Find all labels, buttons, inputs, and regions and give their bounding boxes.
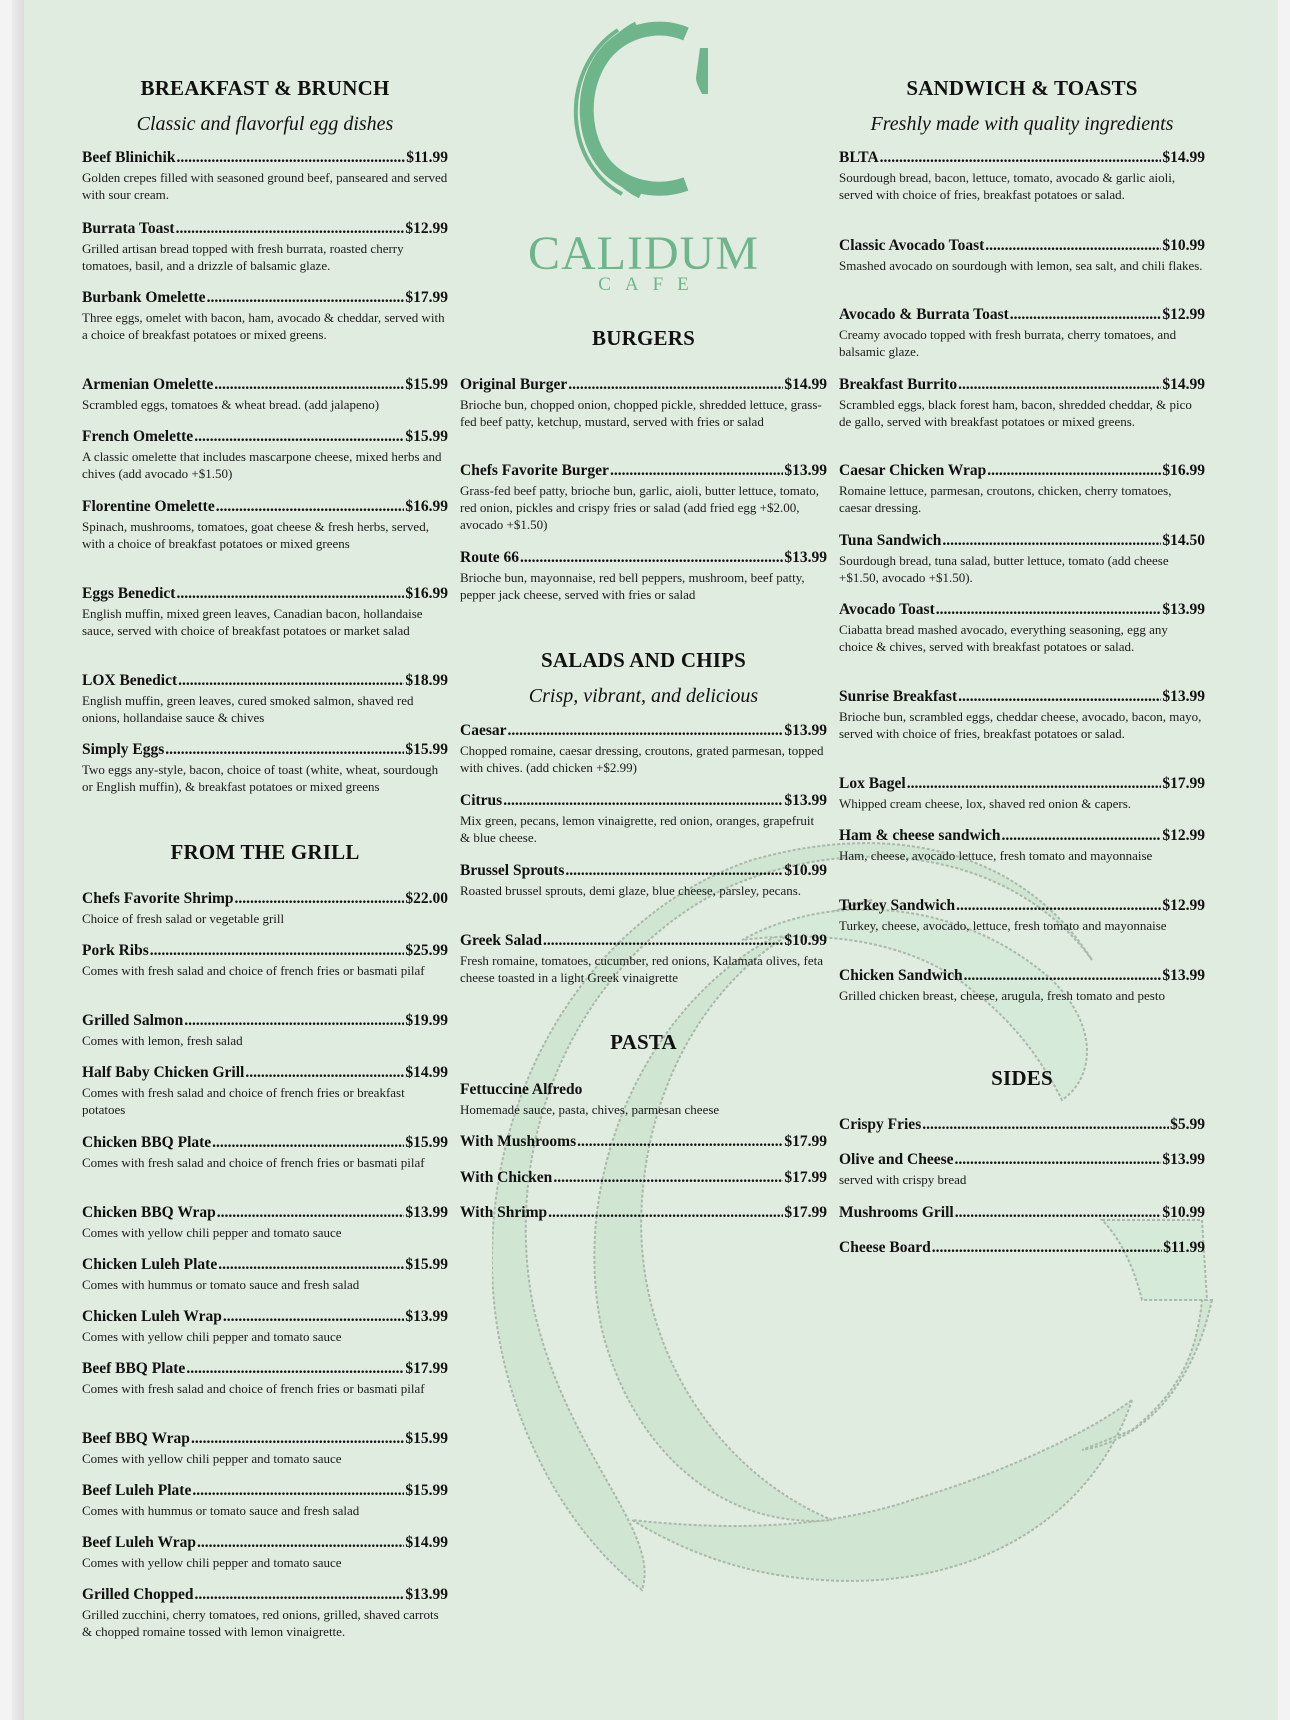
dot-leader — [223, 1308, 405, 1326]
calidum-logo — [460, 18, 827, 295]
logo-subtitle: CAFE — [598, 274, 703, 295]
item-name: Florentine Omelette — [82, 498, 215, 515]
menu-item — [82, 1482, 448, 1519]
menu-item — [460, 462, 827, 533]
item-price: $15.99 — [405, 428, 448, 445]
item-name: Original Burger — [460, 376, 568, 393]
item-description: Homemade sauce, pasta, chives, parmesan cheese — [460, 1102, 720, 1117]
item-price: $16.99 — [405, 585, 448, 602]
menu-item — [82, 585, 448, 639]
pasta-title: PASTA — [610, 1030, 677, 1054]
item-name: French Omelette — [82, 428, 194, 445]
dot-leader — [235, 890, 405, 908]
breakfast-title: BREAKFAST & BRUNCH — [140, 76, 390, 100]
dot-leader — [186, 1360, 404, 1378]
item-description: Brioche bun, chopped onion, chopped pickle, shredded lettuce, grass-fed beef patty, ketchup, mustard, served with fries or salad — [460, 397, 822, 429]
menu-item — [82, 890, 448, 927]
dot-leader — [150, 942, 405, 960]
dot-leader — [985, 237, 1161, 255]
item-name: Eggs Benedict — [82, 585, 176, 602]
item-price: $16.99 — [1162, 462, 1205, 479]
item-price: $12.99 — [1162, 306, 1205, 323]
dot-leader — [568, 376, 783, 394]
item-name: Brussel Sprouts — [460, 862, 565, 879]
item-price: $15.99 — [405, 1430, 448, 1447]
dot-leader — [932, 1239, 1163, 1257]
item-price: $14.99 — [405, 1064, 448, 1081]
item-description: served with crispy bread — [839, 1172, 967, 1187]
item-description: Three eggs, omelet with bacon, ham, avocado & cheddar, served with a choice of breakfast potatoes or mixed greens. — [82, 310, 445, 342]
item-price: $13.99 — [784, 722, 827, 739]
item-description: Comes with fresh salad and choice of french fries or basmati pilaf — [82, 1155, 425, 1170]
menu-item — [839, 967, 1205, 1004]
dot-leader — [553, 1169, 783, 1187]
menu-item — [839, 1204, 1205, 1222]
item-name: With Chicken — [460, 1169, 553, 1186]
dot-leader — [565, 862, 783, 880]
dot-leader — [955, 1204, 1162, 1222]
item-price: $12.99 — [1162, 897, 1205, 914]
menu-item — [839, 1239, 1205, 1257]
logo-c-icon — [566, 18, 726, 198]
item-description: Golden crepes filled with seasoned ground beef, panseared and served with sour cream. — [82, 170, 448, 202]
dot-leader — [245, 1064, 404, 1082]
item-description: Ciabatta bread mashed avocado, everything seasoning, egg any choice & chives, served with breakfast potatoes or salad. — [839, 622, 1168, 654]
item-description: Grass-fed beef patty, brioche bun, garlic, aioli, butter lettuce, tomato, red onion, pickles and crispy fries or salad (add fried egg +$2.00, avocado +$1.50) — [460, 483, 820, 532]
item-description: Comes with lemon, fresh salad — [82, 1033, 243, 1048]
menu-item — [839, 149, 1205, 203]
item-price: $5.99 — [1170, 1116, 1205, 1133]
item-description: A classic omelette that includes mascarpone cheese, mixed herbs and chives (add avocado +$1.50) — [82, 449, 442, 481]
dot-leader — [964, 967, 1162, 985]
logo-name: CALIDUM — [528, 227, 759, 280]
item-price: $13.99 — [784, 549, 827, 566]
item-description: Fresh romaine, tomatoes, cucumber, red onions, Kalamata olives, feta cheese toasted in a light Greek vinaigrette — [460, 953, 824, 985]
page-edge-left — [12, 0, 24, 1720]
menu-item — [82, 289, 448, 343]
item-name: Chicken Sandwich — [839, 967, 963, 984]
dot-leader — [907, 775, 1162, 793]
item-name: Beef Blinichik — [82, 149, 176, 166]
item-name: Caesar Chicken Wrap — [839, 462, 987, 479]
menu-item — [82, 1430, 448, 1467]
item-description: Smashed avocado on sourdough with lemon, sea salt, and chili flakes. — [839, 258, 1203, 273]
dot-leader — [922, 1116, 1169, 1134]
dot-leader — [176, 585, 404, 603]
item-name: Mushrooms Grill — [839, 1204, 954, 1221]
item-name: Half Baby Chicken Grill — [82, 1064, 245, 1081]
dot-leader — [207, 289, 405, 307]
item-description: Grilled artisan bread topped with fresh burrata, roasted cherry tomatoes, basil, and a drizzle of balsamic glaze. — [82, 241, 404, 273]
item-price: $17.99 — [405, 1360, 448, 1377]
menu-item — [82, 672, 448, 726]
item-description: Chopped romaine, caesar dressing, croutons, grated parmesan, topped with chives. (add chicken +$2.99) — [460, 743, 824, 775]
item-price: $16.99 — [405, 498, 448, 515]
menu-item — [839, 1116, 1205, 1134]
menu-item — [82, 1534, 448, 1571]
item-price: $17.99 — [784, 1133, 827, 1150]
burgers-title: BURGERS — [592, 326, 695, 350]
item-price: $14.50 — [1162, 532, 1205, 549]
item-name: Grilled Chopped — [82, 1586, 194, 1603]
dot-leader — [165, 741, 404, 759]
item-name: Cheese Board — [839, 1239, 931, 1256]
menu-item — [82, 376, 448, 413]
item-name: Burrata Toast — [82, 220, 175, 237]
item-name: Burbank Omelette — [82, 289, 206, 306]
item-name: Simply Eggs — [82, 741, 165, 758]
item-name: Sunrise Breakfast — [839, 688, 958, 705]
menu-page — [12, 0, 1278, 1720]
item-price: $12.99 — [1162, 827, 1205, 844]
dot-leader — [503, 792, 783, 810]
item-name: Chicken BBQ Wrap — [82, 1204, 216, 1221]
item-price: $18.99 — [405, 672, 448, 689]
menu-item — [82, 1064, 448, 1118]
item-description: Spinach, mushrooms, tomatoes, goat cheese & fresh herbs, served, with a choice of breakfast potatoes or mixed greens — [82, 519, 429, 551]
item-price: $13.99 — [784, 462, 827, 479]
item-description: Romaine lettuce, parmesan, croutons, chicken, cherry tomatoes, caesar dressing. — [839, 483, 1172, 515]
item-description: Scrambled eggs, tomatoes & wheat bread. (add jalapeno) — [82, 397, 380, 412]
item-name: Citrus — [460, 792, 503, 809]
sandwich-subtitle: Freshly made with quality ingredients — [870, 113, 1174, 135]
item-name: Chicken BBQ Plate — [82, 1134, 212, 1151]
menu-item — [82, 1308, 448, 1345]
dot-leader — [610, 462, 783, 480]
dot-leader — [212, 1134, 404, 1152]
item-name: With Shrimp — [460, 1204, 548, 1221]
item-description: Sourdough bread, tuna salad, butter lettuce, tomato (add cheese +$1.50, avocado +$1.50). — [839, 553, 1169, 585]
salads-subtitle: Crisp, vibrant, and delicious — [528, 685, 759, 707]
sandwich-title: SANDWICH & TOASTS — [906, 76, 1138, 100]
item-description: Ham, cheese, avocado lettuce, fresh tomato and mayonnaise — [839, 848, 1153, 863]
item-name: Ham & cheese sandwich — [839, 827, 1001, 844]
dot-leader — [987, 462, 1161, 480]
menu-item — [460, 1133, 827, 1151]
item-price: $15.99 — [405, 1134, 448, 1151]
item-description: Comes with fresh salad and choice of french fries or breakfast potatoes — [82, 1085, 405, 1117]
menu-item — [82, 1360, 448, 1397]
salads-title: SALADS AND CHIPS — [540, 648, 747, 672]
item-name: Chicken Luleh Wrap — [82, 1308, 222, 1325]
item-name: Fettuccine Alfredo — [460, 1081, 583, 1098]
dot-leader — [176, 220, 405, 238]
item-price: $17.99 — [405, 289, 448, 306]
item-name: Chefs Favorite Burger — [460, 462, 609, 479]
dot-leader — [192, 1482, 404, 1500]
item-name: Tuna Sandwich — [839, 532, 942, 549]
item-name: Avocado Toast — [839, 601, 935, 618]
item-name: LOX Benedict — [82, 672, 178, 689]
item-price: $13.99 — [1162, 1151, 1205, 1168]
menu-item — [839, 532, 1205, 586]
item-description: Mix green, pecans, lemon vinaigrette, red onion, oranges, grapefruit & blue cheese. — [460, 813, 815, 845]
item-description: Brioche bun, scrambled eggs, cheddar cheese, avocado, bacon, mayo, served with choice of fries, breakfast potatoes or salad. — [839, 709, 1202, 741]
dot-leader — [176, 149, 405, 167]
dot-leader — [1001, 827, 1161, 845]
item-name: Grilled Salmon — [82, 1012, 184, 1029]
menu-item — [82, 942, 448, 979]
item-name: Beef Luleh Wrap — [82, 1534, 196, 1551]
menu-item — [839, 376, 1205, 430]
item-description: Comes with yellow chili pepper and tomato sauce — [82, 1329, 342, 1344]
item-name: Olive and Cheese — [839, 1151, 954, 1168]
item-price: $17.99 — [784, 1204, 827, 1221]
item-name: Chefs Favorite Shrimp — [82, 890, 234, 907]
pasta-main-item — [460, 1081, 827, 1118]
item-price: $25.99 — [405, 942, 448, 959]
item-description: Comes with yellow chili pepper and tomato sauce — [82, 1225, 342, 1240]
breakfast-subtitle: Classic and flavorful egg dishes — [136, 113, 394, 135]
item-name: Lox Bagel — [839, 775, 906, 792]
item-name: Beef Luleh Plate — [82, 1482, 192, 1499]
dot-leader — [194, 428, 404, 446]
dot-leader — [958, 688, 1161, 706]
item-price: $15.99 — [405, 1256, 448, 1273]
item-price: $13.99 — [405, 1586, 448, 1603]
dot-leader — [184, 1012, 404, 1030]
item-description: Creamy avocado topped with fresh burrata, cherry tomatoes, and balsamic glaze. — [839, 327, 1177, 359]
item-description: English muffin, green leaves, cured smoked salmon, shaved red onions, hollandaise sauce & chives — [82, 693, 414, 725]
item-name: BLTA — [839, 149, 879, 166]
item-price: $13.99 — [405, 1308, 448, 1325]
item-price: $14.99 — [784, 376, 827, 393]
menu-item — [839, 775, 1205, 812]
item-price: $17.99 — [1162, 775, 1205, 792]
grill-title: FROM THE GRILL — [170, 840, 360, 864]
item-description: Scrambled eggs, black forest ham, bacon, shredded cheddar, & pico de gallo, served with breakfast potatoes or mixed greens. — [839, 397, 1192, 429]
dot-leader — [577, 1133, 783, 1151]
item-description: Comes with yellow chili pepper and tomato sauce — [82, 1555, 342, 1570]
item-price: $17.99 — [784, 1169, 827, 1186]
item-price: $10.99 — [784, 932, 827, 949]
menu-item — [839, 897, 1205, 934]
menu-item — [839, 306, 1205, 360]
item-price: $15.99 — [405, 741, 448, 758]
dot-leader — [191, 1430, 404, 1448]
item-description: Whipped cream cheese, lox, shaved red onion & capers. — [839, 796, 1132, 811]
dot-leader — [520, 549, 783, 567]
item-description: Comes with hummus or tomato sauce and fresh salad — [82, 1503, 360, 1518]
item-price: $10.99 — [1162, 237, 1205, 254]
item-price: $11.99 — [406, 149, 448, 166]
item-price: $13.99 — [1162, 601, 1205, 618]
dot-leader — [214, 376, 404, 394]
menu-item — [82, 428, 448, 482]
item-price: $15.99 — [405, 1482, 448, 1499]
menu-item — [460, 792, 827, 846]
menu-item — [82, 1012, 448, 1049]
menu-item — [460, 1169, 827, 1187]
dot-leader — [958, 376, 1161, 394]
item-name: Route 66 — [460, 549, 519, 566]
dot-leader — [217, 1204, 405, 1222]
item-name: Turkey Sandwich — [839, 897, 956, 914]
item-name: Breakfast Burrito — [839, 376, 958, 393]
menu-item — [82, 498, 448, 552]
item-name: Classic Avocado Toast — [839, 237, 985, 254]
menu-item — [839, 601, 1205, 655]
menu-item — [460, 862, 827, 899]
item-name: Pork Ribs — [82, 942, 149, 959]
item-price: $11.99 — [1163, 1239, 1205, 1256]
item-price: $15.99 — [405, 376, 448, 393]
menu-item — [460, 722, 827, 776]
item-description: Sourdough bread, bacon, lettuce, tomato, avocado & garlic aioli, served with choice of fries, breakfast potatoes or salad. — [839, 170, 1176, 202]
menu-item — [82, 1586, 448, 1640]
menu-item — [839, 688, 1205, 742]
menu-item — [82, 741, 448, 795]
item-price: $13.99 — [405, 1204, 448, 1221]
menu-item — [460, 549, 827, 603]
menu-item — [839, 237, 1205, 274]
item-description: Brioche bun, mayonnaise, red bell peppers, mushroom, beef patty, pepper jack cheese, served with fries or salad — [460, 570, 805, 602]
item-description: Choice of fresh salad or vegetable grill — [82, 911, 285, 926]
dot-leader — [178, 672, 404, 690]
item-price: $10.99 — [784, 862, 827, 879]
item-name: Armenian Omelette — [82, 376, 214, 393]
dot-leader — [218, 1256, 404, 1274]
item-name: Beef BBQ Wrap — [82, 1430, 190, 1447]
item-description: Comes with fresh salad and choice of french fries or basmati pilaf — [82, 1381, 425, 1396]
item-price: $14.99 — [1162, 149, 1205, 166]
sides-title: SIDES — [991, 1066, 1053, 1090]
item-description: Roasted brussel sprouts, demi glaze, blue cheese, parsley, pecans. — [460, 883, 802, 898]
item-description: Two eggs any-style, bacon, choice of toast (white, wheat, sourdough or English muffin), & breakfast potatoes or mixed greens — [82, 762, 439, 794]
menu-item — [82, 1204, 448, 1241]
dot-leader — [936, 601, 1162, 619]
dot-leader — [956, 897, 1161, 915]
item-description: Comes with hummus or tomato sauce and fresh salad — [82, 1277, 360, 1292]
item-description: Comes with yellow chili pepper and tomato sauce — [82, 1451, 342, 1466]
dot-leader — [508, 722, 784, 740]
dot-leader — [955, 1151, 1162, 1169]
menu-item — [839, 827, 1205, 864]
item-price: $10.99 — [1162, 1204, 1205, 1221]
menu-item — [82, 220, 448, 274]
item-name: Chicken Luleh Plate — [82, 1256, 218, 1273]
item-price: $13.99 — [1162, 967, 1205, 984]
item-name: Avocado & Burrata Toast — [839, 306, 1009, 323]
item-description: Grilled chicken breast, cheese, arugula, fresh tomato and pesto — [839, 988, 1165, 1003]
dot-leader — [195, 1586, 405, 1604]
item-name: Greek Salad — [460, 932, 542, 949]
menu-item — [82, 149, 448, 203]
menu-item — [839, 1151, 1205, 1188]
dot-leader — [543, 932, 783, 950]
item-description: Grilled zucchini, cherry tomatoes, red onions, grilled, shaved carrots & chopped romaine tossed with lemon vinaigrette. — [82, 1607, 439, 1639]
item-description: English muffin, mixed green leaves, Canadian bacon, hollandaise sauce, served with choice of breakfast potatoes or market salad — [82, 606, 423, 638]
item-name: With Mushrooms — [460, 1133, 577, 1150]
dot-leader — [548, 1204, 783, 1222]
item-price: $14.99 — [1162, 376, 1205, 393]
item-price: $22.00 — [405, 890, 448, 907]
menu-item — [82, 1134, 448, 1171]
dot-leader — [880, 149, 1162, 167]
item-description: Comes with fresh salad and choice of french fries or basmati pilaf — [82, 963, 425, 978]
item-name: Crispy Fries — [839, 1116, 922, 1133]
dot-leader — [942, 532, 1161, 550]
menu-item — [460, 376, 827, 430]
item-name: Caesar — [460, 722, 507, 739]
menu-item — [839, 462, 1205, 516]
item-price: $13.99 — [1162, 688, 1205, 705]
item-price: $14.99 — [405, 1534, 448, 1551]
dot-leader — [197, 1534, 404, 1552]
item-price: $13.99 — [784, 792, 827, 809]
menu-item — [460, 932, 827, 986]
menu-item — [460, 1204, 827, 1222]
item-price: $19.99 — [405, 1012, 448, 1029]
dot-leader — [216, 498, 405, 516]
item-price: $12.99 — [405, 220, 448, 237]
menu-item — [82, 1256, 448, 1293]
item-name: Beef BBQ Plate — [82, 1360, 186, 1377]
dot-leader — [1010, 306, 1162, 324]
item-description: Turkey, cheese, avocado, lettuce, fresh tomato and mayonnaise — [839, 918, 1167, 933]
